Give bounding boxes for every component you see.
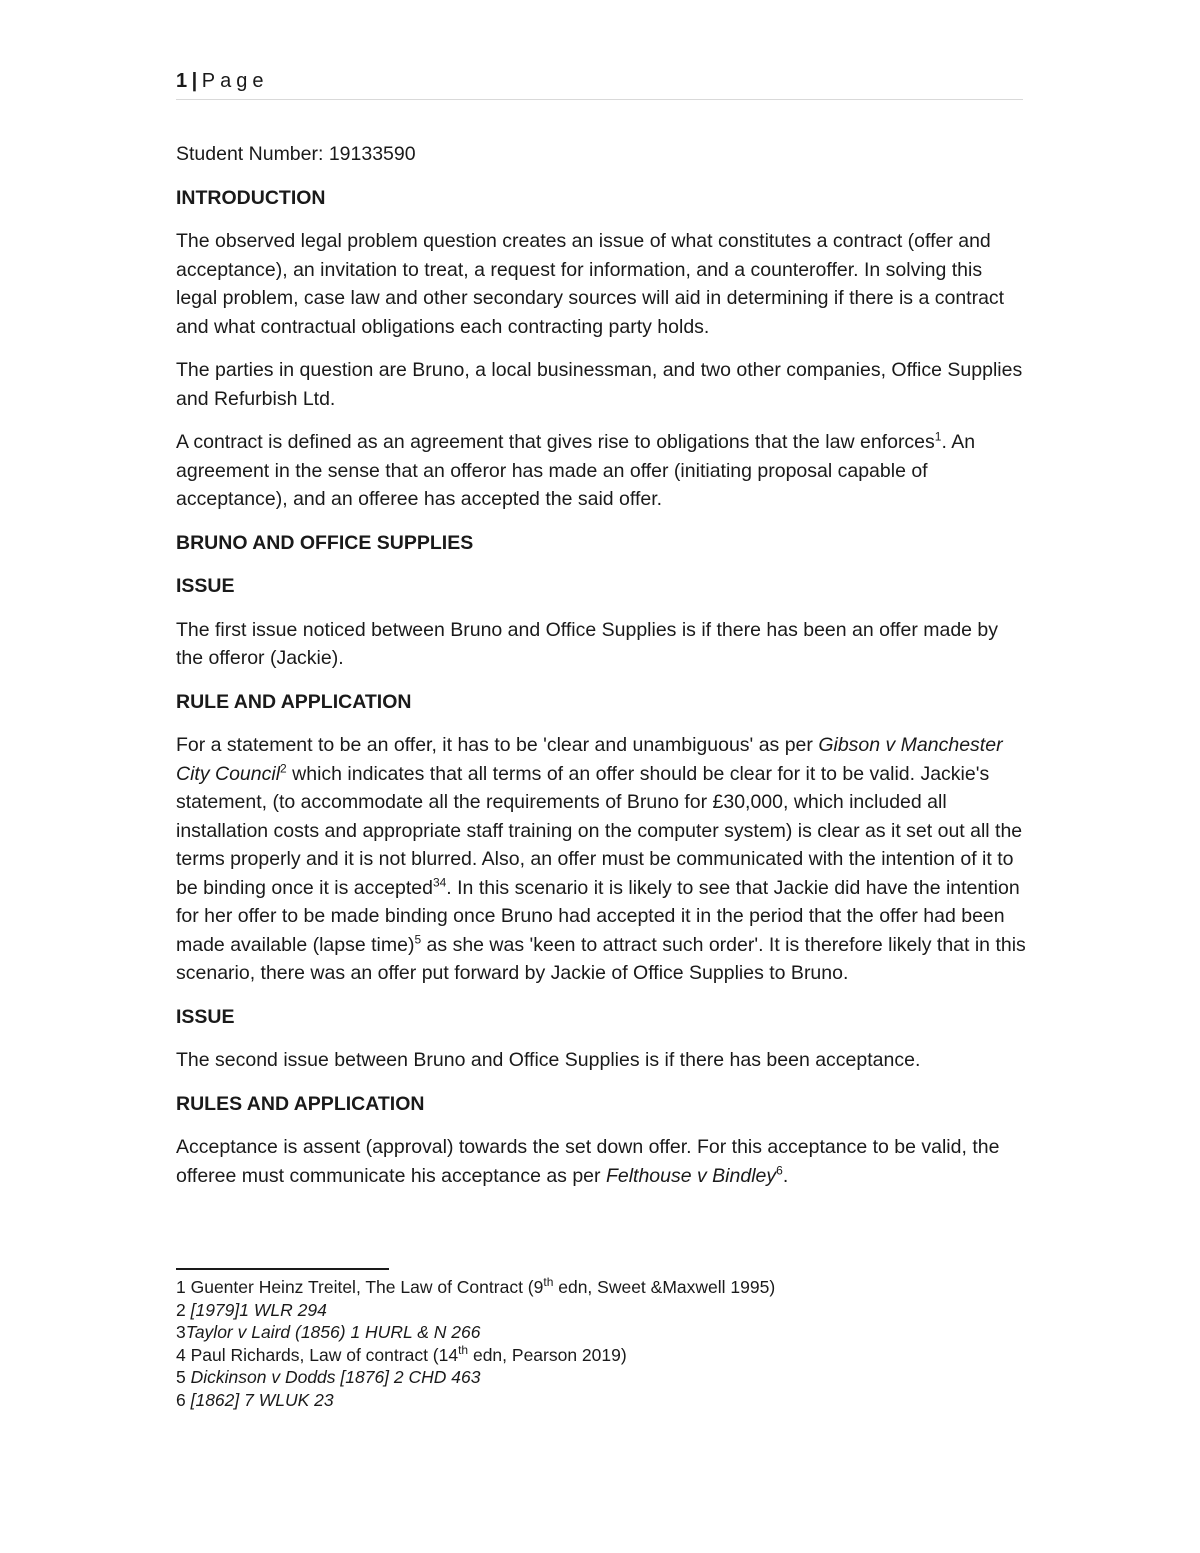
page-header	[176, 70, 1023, 100]
intro-p3-text: A contract is defined as an agreement that gives rise to obligations that the law enforces	[176, 431, 935, 453]
footnote-ref-6: 6	[776, 1163, 783, 1177]
section-heading-office-supplies: BRUNO AND OFFICE SUPPLIES	[176, 531, 474, 554]
footnote-3-number: 3	[176, 1322, 186, 1342]
footnotes	[176, 1276, 1026, 1411]
rule-heading-1: RULE AND APPLICATION	[176, 690, 412, 713]
footnote-ref-34: 34	[432, 875, 447, 889]
rule2-text-a: Acceptance is assent (approval) towards the set down offer. For this acceptance to be valid, the offeree must communicate his acceptance as per	[176, 1136, 1000, 1187]
footnote-1-text-cont: edn, Sweet &Maxwell 1995)	[553, 1277, 776, 1297]
student-number: Student Number: 19133590	[176, 143, 416, 165]
footnote-5	[176, 1366, 1026, 1389]
footnote-6-number: 6	[176, 1389, 191, 1410]
intro-heading: INTRODUCTION	[176, 186, 326, 209]
case-citation-gibson: Gibson v Manchester City Council	[176, 734, 1003, 785]
rule1-text-d: as she was 'keen to attract such order'. It is therefore likely that in this scenario, there was an offer put forward by Jackie of Office Supplies to Bruno.	[176, 933, 1026, 984]
issue-heading-2: ISSUE	[176, 1005, 235, 1028]
header-separator: |	[191, 70, 198, 92]
footnote-4	[176, 1344, 1026, 1367]
footnote-4-text-cont: edn, Pearson 2019)	[468, 1344, 627, 1365]
footnote-4-sup: th	[458, 1342, 469, 1357]
rule1-text-c: . In this scenario it is likely to see that Jackie did have the intention for her offer to be made binding once Bruno had accepted it in the period that the offer had been made available (lapse time)	[176, 876, 1020, 956]
footnote-5-number: 5	[176, 1367, 191, 1387]
rule-paragraph-2	[176, 1133, 1026, 1190]
rule-paragraph-1	[176, 731, 1026, 988]
rule1-text-a: For a statement to be an offer, it has to be 'clear and unambiguous' as per	[176, 734, 819, 756]
intro-paragraph-2: The parties in question are Bruno, a local businessman, and two other companies, Office Supplies and Refurbish Ltd.	[176, 359, 1023, 410]
case-citation-felthouse: Felthouse v Bindley	[605, 1164, 777, 1187]
footnote-1-sup: th	[543, 1275, 554, 1290]
issue-heading-1: ISSUE	[176, 575, 235, 597]
footnote-1	[176, 1276, 1026, 1299]
footnote-ref-2: 2	[280, 761, 287, 775]
footnote-6	[176, 1389, 1026, 1412]
footnote-5-text: Dickinson v Dodds [1876] 2 CHD 463	[190, 1367, 481, 1387]
page-label: Page	[201, 70, 269, 92]
footnote-ref-5: 5	[414, 932, 422, 946]
issue-paragraph-2: The second issue between Bruno and Office Supplies is if there has been acceptance.	[176, 1049, 921, 1071]
document-body	[176, 140, 1026, 1205]
footnote-ref-1: 1	[934, 429, 942, 444]
footnote-4-text: 4 Paul Richards, Law of contract (14	[176, 1344, 459, 1365]
footnote-2-text: [1979]1 WLR 294	[190, 1299, 327, 1320]
footnote-6-text: [1862] 7 WLUK 23	[190, 1389, 334, 1410]
intro-paragraph-3	[176, 428, 1026, 514]
footnote-separator	[176, 1268, 389, 1270]
intro-paragraph-1: The observed legal problem question creates an issue of what constitutes a contract (offer and acceptance), an invitation to treat, a request for information, and a counteroffer. In solving this legal problem, case law and other secondary sources will aid in determining if there is a contract and what contractual obligations each contracting party holds.	[176, 230, 1005, 338]
rule2-text-b: .	[782, 1164, 789, 1187]
rule1-text-b: which indicates that all terms of an offer should be clear for it to be valid. Jackie's statement, (to accommodate all the requirements of Bruno for £30,000, which included all installation costs and appropriate staff training on the computer system) is clear as it set out all the terms properly and it is not blurred. Also, an offer must be communicated with the intention of it to be binding once it is accepted	[176, 762, 1023, 899]
issue-paragraph-1: The first issue noticed between Bruno and Office Supplies is if there has been an offer made by the offeror (Jackie).	[176, 618, 999, 669]
intro-p3-text-cont: . An agreement in the sense that an offeror has made an offer (initiating proposal capable of acceptance), and an offeree has accepted the said offer.	[176, 431, 976, 510]
footnote-3	[176, 1321, 1026, 1344]
footnote-1-text: 1 Guenter Heinz Treitel, The Law of Contract (9	[176, 1277, 544, 1297]
footnote-3-text: Taylor v Laird (1856) 1 HURL & N 266	[185, 1322, 481, 1342]
rule-heading-2: RULES AND APPLICATION	[176, 1092, 425, 1115]
footnote-2-number: 2	[176, 1299, 191, 1320]
page-number: 1	[176, 70, 188, 92]
footnote-2	[176, 1299, 1026, 1322]
